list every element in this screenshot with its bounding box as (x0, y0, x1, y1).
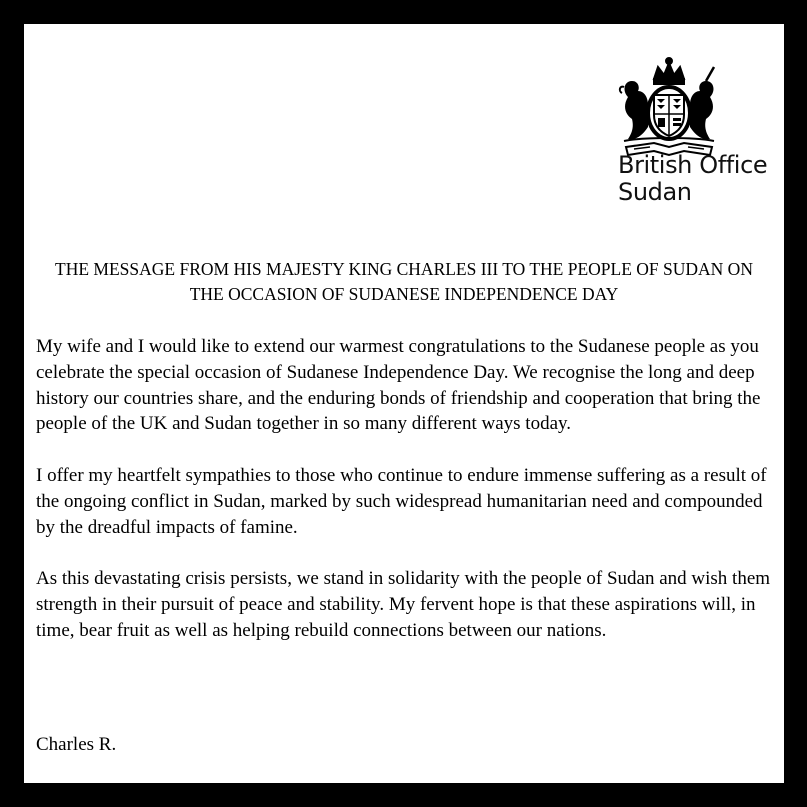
letter-page (24, 24, 784, 783)
message-body (36, 334, 776, 669)
office-name-line1: British Office (618, 151, 768, 179)
office-name-line2: Sudan (618, 178, 692, 206)
office-name (618, 152, 767, 206)
paragraph: As this devastating crisis persists, we stand in solidarity with the people of Sudan and wish them strength in their pursuit of peace and stability. My fervent hope is that these aspirations will, in time, bear fruit as well as helping rebuild connections between our nations. (36, 568, 771, 641)
message-title: THE MESSAGE FROM HIS MAJESTY KING CHARLES III TO THE PEOPLE OF SUDAN ON THE OCCASION OF SUDANESE INDEPENDENCE DAY (55, 259, 753, 304)
paragraph: My wife and I would like to extend our warmest congratulations to the Sudanese people as you celebrate the special occasion of Sudanese Independence Day. We recognise the long and deep history our countries share, and the enduring bonds of friendship and cooperation that bring the people of the UK and Sudan together in so many different ways today. (36, 336, 761, 435)
paragraph: I offer my heartfelt sympathies to those who continue to endure immense suffering as a result of the ongoing conflict in Sudan, marked by such widespread humanitarian need and compounded by the dreadful impacts of famine. (36, 464, 767, 538)
royal-coat-of-arms-icon (614, 57, 724, 165)
signature: Charles R. (36, 734, 117, 755)
